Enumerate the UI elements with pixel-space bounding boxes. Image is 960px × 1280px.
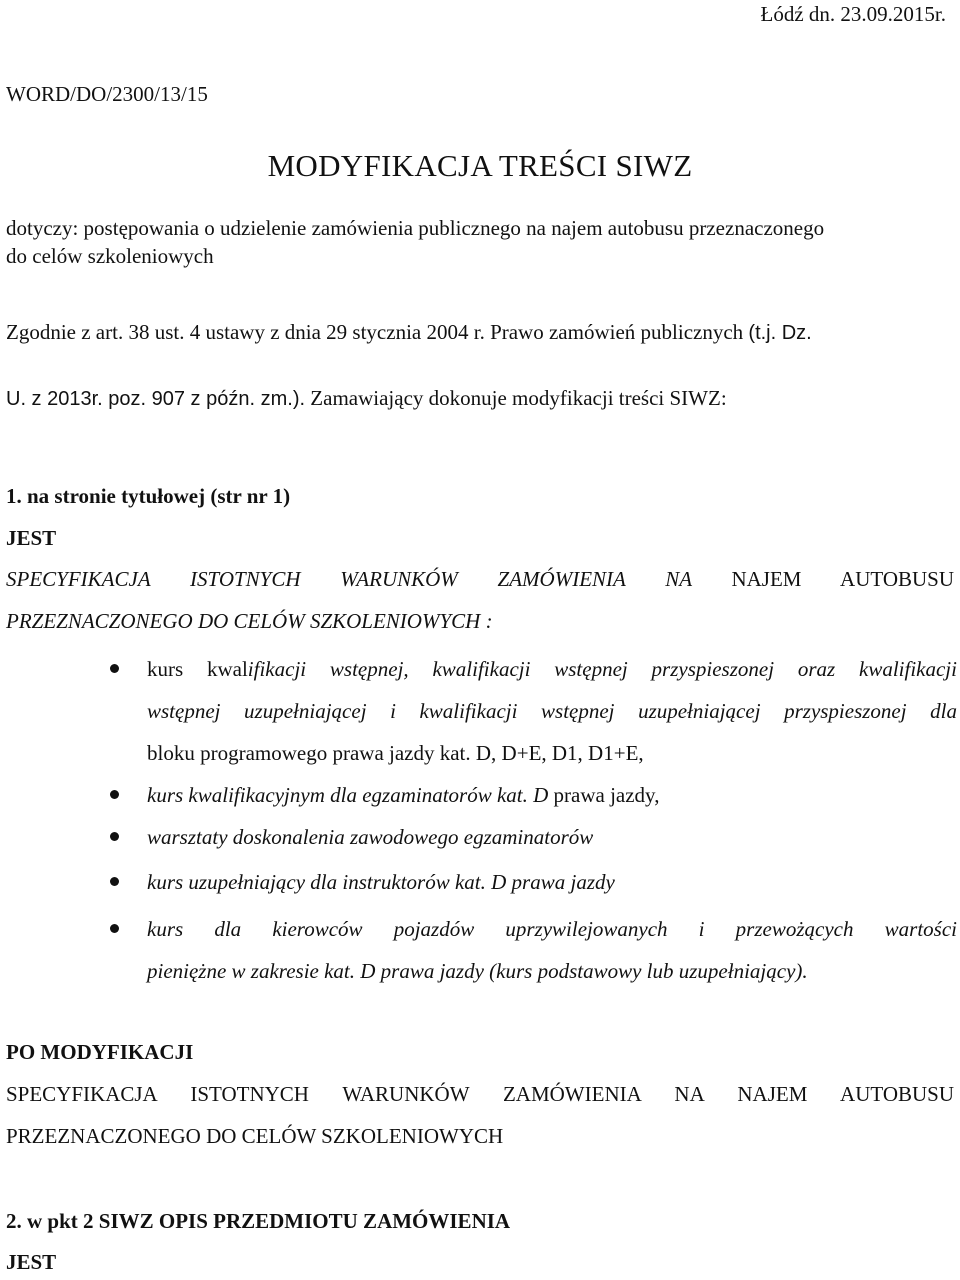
list-item-italic-text: ifikacji wstępnej, kwalifikacji wstępnej przyspieszonej oraz kwalifikacji (247, 657, 957, 681)
section-2-jest-label: JEST (6, 1250, 57, 1274)
list-item-text (147, 774, 957, 816)
list-item-line: bloku programowego prawa jazdy kat. D, D+E, D1, D1+E, (147, 741, 644, 765)
bullet-icon (110, 790, 119, 799)
list-item-line (147, 648, 957, 690)
list-item-line: kurs dla kierowców pojazdów uprzywilejowanych i przewożących wartości (147, 917, 957, 941)
bullet-icon (110, 877, 119, 886)
legal-basis-citation-end: U. z 2013r. poz. 907 z późn. zm.). (6, 388, 306, 410)
bullet-icon (110, 832, 119, 841)
modified-spec-title-line-2: PRZEZNACZONEGO DO CELÓW SZKOLENIOWYCH (6, 1124, 504, 1148)
after-modification-label: PO MODYFIKACJI (6, 1040, 194, 1064)
legal-basis-line-2 (6, 386, 727, 411)
list-item-line: wstępnej uzupełniającej i kwalifikacji wstępnej uzupełniającej przyspieszonej dla (147, 699, 957, 723)
reference-number: WORD/DO/2300/13/15 (6, 82, 208, 106)
legal-basis-line-1 (6, 320, 812, 345)
legal-basis-statement: Zamawiający dokonuje modyfikacji treści SIWZ: (310, 386, 727, 410)
list-item-italic-text: kurs kwalifikacyjnym dla egzaminatorów kat. D (147, 783, 549, 807)
list-item-line: pieniężne w zakresie kat. D prawa jazdy (kurs podstawowy lub uzupełniający). (147, 959, 808, 983)
list-item-upright-text: kurs kwal (147, 657, 248, 681)
bullet-icon (110, 924, 119, 933)
bullet-icon (110, 664, 119, 673)
list-item-text (147, 908, 957, 992)
regarding-line-1: dotyczy: postępowania o udzielenie zamówienia publicznego na najem autobusu przeznaczonego (6, 216, 825, 240)
list-item-text: kurs uzupełniający dla instruktorów kat. D prawa jazdy (147, 870, 615, 894)
list-item-text (147, 648, 957, 774)
document-title: MODYFIKACJA TREŚCI SIWZ (267, 148, 693, 183)
section-1-jest-label: JEST (6, 526, 57, 550)
list-item-text: warsztaty doskonalenia zawodowego egzaminatorów (147, 825, 594, 849)
legal-basis-citation-start: (t.j. Dz. (748, 322, 812, 344)
list-item-upright-text: prawa jazdy, (548, 783, 660, 807)
section-2-heading: 2. w pkt 2 SIWZ OPIS PRZEDMIOTU ZAMÓWIENIA (6, 1209, 511, 1233)
spec-title-line-2: PRZEZNACZONEGO DO CELÓW SZKOLENIOWYCH : (6, 609, 493, 633)
spec-title-upright-part: NAJEM AUTOBUSU (731, 567, 955, 591)
section-1-heading: 1. na stronie tytułowej (str nr 1) (6, 484, 291, 508)
legal-basis-text: Zgodnie z art. 38 ust. 4 ustawy z dnia 29 stycznia 2004 r. Prawo zamówień publicznych (6, 320, 744, 344)
regarding-line-2: do celów szkoleniowych (6, 244, 214, 268)
modified-spec-title-line-1: SPECYFIKACJA ISTOTNYCH WARUNKÓW ZAMÓWIENIA NA NAJEM AUTOBUSU (6, 1082, 954, 1106)
spec-title-line-1 (6, 567, 954, 592)
regarding-paragraph (6, 214, 824, 270)
spec-title-italic-part: SPECYFIKACJA ISTOTNYCH WARUNKÓW ZAMÓWIENIA NA (6, 567, 692, 591)
document-date: Łódź dn. 23.09.2015r. (760, 2, 946, 26)
